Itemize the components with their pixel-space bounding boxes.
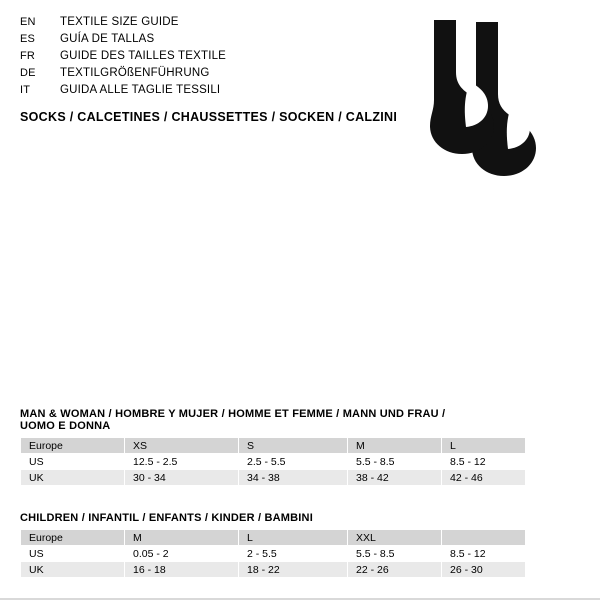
cell: 26 - 30 — [442, 562, 526, 578]
cell: 38 - 42 — [348, 470, 442, 486]
adult-size-table — [20, 437, 526, 486]
language-code: IT — [20, 84, 31, 96]
row-label: UK — [21, 562, 125, 578]
adult-table-title: MAN & WOMAN / HOMBRE Y MUJER / HOMME ET FEMME / MANN UND FRAU / UOMO E DONNA — [20, 408, 446, 432]
cell: 8.5 - 12 — [442, 454, 526, 470]
language-code: DE — [20, 67, 36, 79]
column-header: M — [348, 438, 442, 454]
column-header: XS — [125, 438, 239, 454]
cell: 34 - 38 — [239, 470, 348, 486]
cell: 2 - 5.5 — [239, 546, 348, 562]
language-row — [20, 84, 380, 101]
cell: 16 - 18 — [125, 562, 239, 578]
language-code: FR — [20, 50, 36, 62]
language-row — [20, 33, 380, 50]
language-code: ES — [20, 33, 36, 45]
language-text: GUIDA ALLE TAGLIE TESSILI — [60, 84, 221, 96]
language-text: TEXTILGRÖßENFÜHRUNG — [60, 67, 210, 79]
table-header-row — [21, 438, 526, 454]
table-header-row — [21, 530, 526, 546]
cell: 8.5 - 12 — [442, 546, 526, 562]
column-header: Europe — [21, 438, 125, 454]
cell: 12.5 - 2.5 — [125, 454, 239, 470]
column-header-empty — [442, 530, 526, 546]
row-label: US — [21, 546, 125, 562]
language-row — [20, 16, 380, 33]
language-code: EN — [20, 16, 36, 28]
cell: 5.5 - 8.5 — [348, 546, 442, 562]
cell: 0.05 - 2 — [125, 546, 239, 562]
column-header: XXL — [348, 530, 442, 546]
table-row — [21, 470, 526, 486]
column-header: L — [239, 530, 348, 546]
product-line-title: SOCKS / CALCETINES / CHAUSSETTES / SOCKEN / CALZINI — [20, 110, 398, 124]
row-label: UK — [21, 470, 125, 486]
table-row — [21, 546, 526, 562]
language-row — [20, 50, 380, 67]
column-header: L — [442, 438, 526, 454]
cell: 2.5 - 5.5 — [239, 454, 348, 470]
cell: 18 - 22 — [239, 562, 348, 578]
children-table-title: CHILDREN / INFANTIL / ENFANTS / KINDER / BAMBINI — [20, 512, 313, 524]
cell: 42 - 46 — [442, 470, 526, 486]
column-header: Europe — [21, 530, 125, 546]
language-text: GUIDE DES TAILLES TEXTILE — [60, 50, 227, 62]
adult-size-table-block — [20, 408, 486, 486]
language-text: GUÍA DE TALLAS — [60, 33, 155, 45]
cell: 5.5 - 8.5 — [348, 454, 442, 470]
socks-illustration — [404, 20, 574, 180]
column-header: S — [239, 438, 348, 454]
table-row — [21, 454, 526, 470]
children-size-table-block — [20, 512, 486, 578]
children-size-table — [20, 529, 526, 578]
language-text: TEXTILE SIZE GUIDE — [60, 16, 179, 28]
cell: 30 - 34 — [125, 470, 239, 486]
table-row — [21, 562, 526, 578]
column-header: M — [125, 530, 239, 546]
language-list — [20, 16, 380, 101]
language-row — [20, 67, 380, 84]
row-label: US — [21, 454, 125, 470]
cell: 22 - 26 — [348, 562, 442, 578]
